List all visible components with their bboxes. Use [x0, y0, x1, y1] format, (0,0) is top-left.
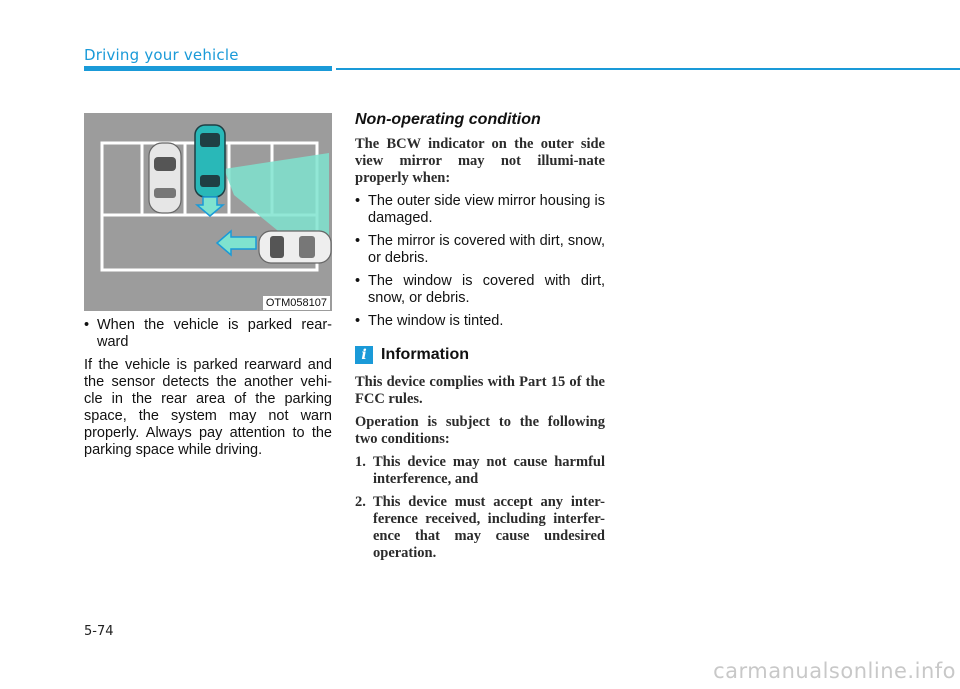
left-column — [84, 317, 332, 465]
condition-bullet — [355, 193, 605, 227]
bullet-dot: • — [355, 273, 361, 289]
approaching-car-icon — [259, 231, 331, 263]
non-operating-intro: The BCW indicator on the outer side view mirror may not illumi-nate properly when: — [355, 136, 605, 186]
parked-car-icon — [149, 143, 181, 213]
parking-diagram — [84, 113, 332, 311]
condition-bullet — [355, 313, 605, 330]
header-rule-thick — [84, 66, 332, 71]
bullet-dot: • — [355, 233, 361, 249]
bullet-dot: • — [355, 193, 361, 209]
information-item — [355, 454, 605, 488]
condition-text: The window is covered with dirt, snow, or debris. — [368, 273, 605, 306]
left-bullet — [84, 317, 332, 351]
left-bullet-text: When the vehicle is parked rear-ward — [97, 317, 332, 350]
item-text: This device may not cause harmful interference, and — [373, 454, 605, 487]
bullet-dot: • — [355, 313, 361, 329]
non-operating-heading: Non-operating condition — [355, 111, 541, 128]
subject-car-icon — [195, 125, 225, 197]
condition-text: The window is tinted. — [368, 313, 504, 329]
information-title: Information — [381, 346, 469, 363]
condition-text: The mirror is covered with dirt, snow, or debris. — [368, 233, 605, 266]
right-column — [355, 110, 605, 568]
header-rule-thin — [336, 68, 960, 70]
item-number: 2. — [355, 494, 366, 510]
information-header — [355, 346, 605, 364]
left-paragraph: If the vehicle is parked rearward and the sensor detects the another vehi-cle in the rear area of the parking space, the system may not warn properly. Always pay attention to the parking space while driving. — [84, 357, 332, 458]
condition-bullet — [355, 273, 605, 307]
watermark: carmanualsonline.info — [713, 659, 956, 683]
figure-code: OTM058107 — [263, 296, 330, 310]
page-number: 5-74 — [84, 624, 114, 639]
item-number: 1. — [355, 454, 366, 470]
item-text: This device must accept any inter-ference received, including interfer-ence that may cause undesired operation. — [373, 494, 605, 561]
information-item — [355, 494, 605, 562]
info-icon: i — [355, 346, 373, 364]
information-text-1: This device complies with Part 15 of the FCC rules. — [355, 374, 605, 407]
bullet-dot: • — [84, 317, 90, 333]
condition-bullet — [355, 233, 605, 267]
condition-text: The outer side view mirror housing is damaged. — [368, 193, 605, 226]
parking-illustration — [84, 113, 332, 311]
section-title: Driving your vehicle — [84, 46, 239, 64]
information-text-2: Operation is subject to the following two conditions: — [355, 414, 605, 447]
